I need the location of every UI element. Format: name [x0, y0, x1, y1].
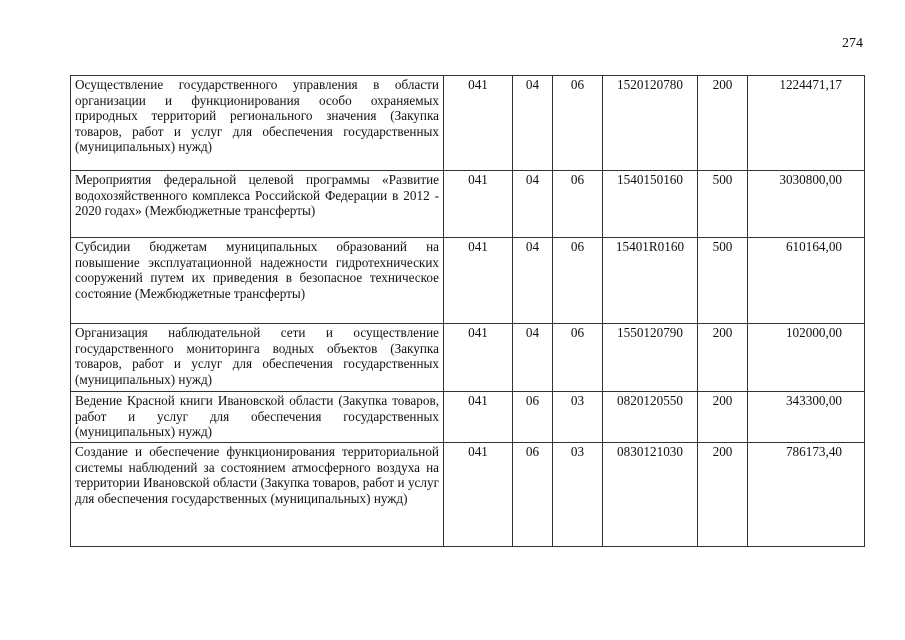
row-grbs-code: 041 [444, 238, 513, 324]
row-section-code: 04 [513, 76, 553, 171]
table-row [71, 324, 865, 392]
row-expense-type-code: 500 [698, 238, 748, 324]
row-grbs-code: 041 [444, 324, 513, 392]
row-section-code: 04 [513, 324, 553, 392]
table-row [71, 392, 865, 443]
row-subsection-code: 06 [553, 171, 603, 238]
row-subsection-code: 06 [553, 238, 603, 324]
row-grbs-code: 041 [444, 443, 513, 547]
row-amount: 102000,00 [748, 324, 865, 392]
row-expense-type-code: 500 [698, 171, 748, 238]
row-description: Ведение Красной книги Ивановской области (Закупка товаров, работ и услуг для обеспечения государственных (муниципальных) нужд) [71, 392, 444, 443]
row-subsection-code: 06 [553, 324, 603, 392]
table-row [71, 171, 865, 238]
row-expense-type-code: 200 [698, 443, 748, 547]
row-target-item-code: 1520120780 [603, 76, 698, 171]
row-target-item-code: 15401R0160 [603, 238, 698, 324]
row-expense-type-code: 200 [698, 392, 748, 443]
row-target-item-code: 0830121030 [603, 443, 698, 547]
row-amount: 786173,40 [748, 443, 865, 547]
row-amount: 3030800,00 [748, 171, 865, 238]
row-target-item-code: 1550120790 [603, 324, 698, 392]
row-section-code: 06 [513, 443, 553, 547]
row-grbs-code: 041 [444, 171, 513, 238]
row-expense-type-code: 200 [698, 76, 748, 171]
table-row [71, 76, 865, 171]
row-description: Осуществление государственного управления в области организации и функционирования особо охраняемых природных территорий регионального значения (Закупка товаров, работ и услуг для обеспечения государственных (муниципальных) нужд) [71, 76, 444, 171]
row-section-code: 04 [513, 171, 553, 238]
budget-table [70, 75, 865, 547]
table-row [71, 238, 865, 324]
row-subsection-code: 03 [553, 443, 603, 547]
row-description: Создание и обеспечение функционирования территориальной системы наблюдений за состоянием атмосферного воздуха на территории Ивановской области (Закупка товаров, работ и услуг для обеспечения государственных (муниципальных) нужд) [71, 443, 444, 547]
row-grbs-code: 041 [444, 392, 513, 443]
row-amount: 1224471,17 [748, 76, 865, 171]
row-description: Субсидии бюджетам муниципальных образований на повышение эксплуатационной надежности гидротехнических сооружений путем их приведения в безопасное техническое состояние (Межбюджетные трансферты) [71, 238, 444, 324]
row-description: Мероприятия федеральной целевой программы «Развитие водохозяйственного комплекса Российской Федерации в 2012 - 2020 годах» (Межбюджетные трансферты) [71, 171, 444, 238]
row-target-item-code: 0820120550 [603, 392, 698, 443]
row-section-code: 04 [513, 238, 553, 324]
row-amount: 610164,00 [748, 238, 865, 324]
row-grbs-code: 041 [444, 76, 513, 171]
table-row [71, 443, 865, 547]
row-subsection-code: 06 [553, 76, 603, 171]
row-section-code: 06 [513, 392, 553, 443]
row-amount: 343300,00 [748, 392, 865, 443]
row-expense-type-code: 200 [698, 324, 748, 392]
row-subsection-code: 03 [553, 392, 603, 443]
row-description: Организация наблюдательной сети и осуществление государственного мониторинга водных объектов (Закупка товаров, работ и услуг для обеспечения государственных (муниципальных) нужд) [71, 324, 444, 392]
row-target-item-code: 1540150160 [603, 171, 698, 238]
page-number: 274 [842, 36, 863, 51]
